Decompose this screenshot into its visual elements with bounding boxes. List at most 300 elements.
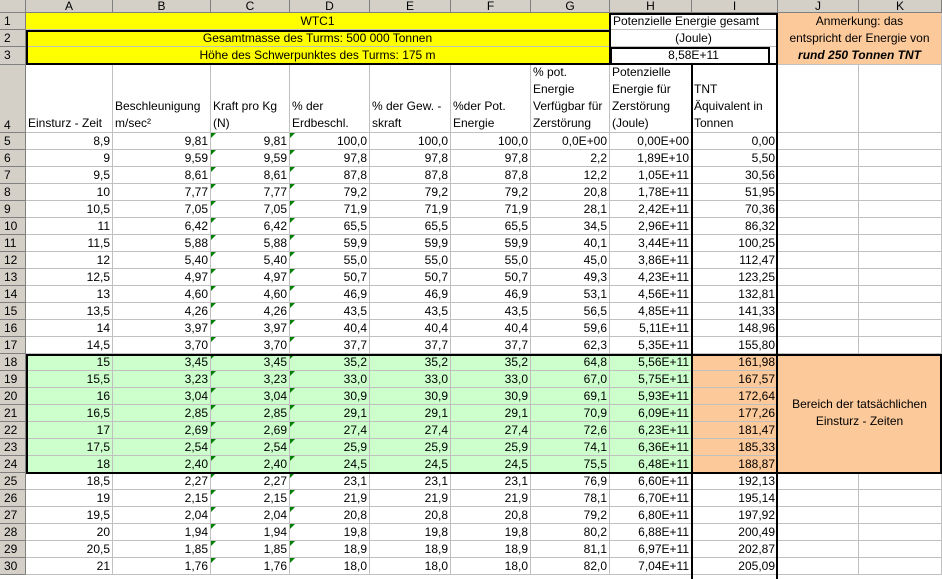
row-header-16[interactable]: 16 (0, 320, 26, 337)
cell-a6[interactable]: 9 (26, 150, 113, 167)
cell-d10[interactable]: 65,5 (290, 218, 370, 235)
cell-b12[interactable]: 5,40 (113, 252, 211, 269)
cell-a16[interactable]: 14 (26, 320, 113, 337)
cell-a8[interactable]: 10 (26, 184, 113, 201)
cell-h13[interactable]: 4,23E+11 (610, 269, 692, 286)
cell-i14[interactable]: 132,81 (692, 286, 778, 303)
cell-f9[interactable]: 71,9 (451, 201, 531, 218)
cell-j16[interactable] (778, 320, 859, 337)
row-header-2[interactable]: 2 (0, 30, 26, 47)
cell-j30[interactable] (778, 558, 859, 575)
cell-c5[interactable]: 9,81 (211, 133, 290, 150)
cell-g12[interactable]: 45,0 (531, 252, 610, 269)
col-title-f[interactable]: %der Pot. Energie (451, 65, 531, 133)
cell-a5[interactable]: 8,9 (26, 133, 113, 150)
cell-e28[interactable]: 19,8 (370, 524, 451, 541)
cell-k5[interactable] (859, 133, 942, 150)
cell-e23[interactable]: 25,9 (370, 439, 451, 456)
cell-e29[interactable]: 18,9 (370, 541, 451, 558)
row-header-28[interactable]: 28 (0, 524, 26, 541)
cell-b27[interactable]: 2,04 (113, 507, 211, 524)
cell-i5[interactable]: 0,00 (692, 133, 778, 150)
col-title-e[interactable]: % der Gew. - skraft (370, 65, 451, 133)
cell-b13[interactable]: 4,97 (113, 269, 211, 286)
pot-unit-cell[interactable]: (Joule) (610, 30, 778, 47)
row-header-7[interactable]: 7 (0, 167, 26, 184)
cell-c24[interactable]: 2,40 (211, 456, 290, 473)
cell-i26[interactable]: 195,14 (692, 490, 778, 507)
cell-g22[interactable]: 72,6 (531, 422, 610, 439)
cell-k7[interactable] (859, 167, 942, 184)
cell-h10[interactable]: 2,96E+11 (610, 218, 692, 235)
cell-b10[interactable]: 6,42 (113, 218, 211, 235)
cell-j9[interactable] (778, 201, 859, 218)
row-header-5[interactable]: 5 (0, 133, 26, 150)
cell-e27[interactable]: 20,8 (370, 507, 451, 524)
cell-d11[interactable]: 59,9 (290, 235, 370, 252)
cell-h27[interactable]: 6,80E+11 (610, 507, 692, 524)
column-header-j[interactable]: J (778, 0, 859, 13)
cell-c6[interactable]: 9,59 (211, 150, 290, 167)
column-header-i[interactable]: I (692, 0, 778, 13)
cell-g14[interactable]: 53,1 (531, 286, 610, 303)
cell-h22[interactable]: 6,23E+11 (610, 422, 692, 439)
cell-h16[interactable]: 5,11E+11 (610, 320, 692, 337)
cell-j12[interactable] (778, 252, 859, 269)
cell-e5[interactable]: 100,0 (370, 133, 451, 150)
cell-f19[interactable]: 33,0 (451, 371, 531, 388)
cell-f23[interactable]: 25,9 (451, 439, 531, 456)
cell-i17[interactable]: 155,80 (692, 337, 778, 354)
cell-i21[interactable]: 177,26 (692, 405, 778, 422)
cell-a14[interactable]: 13 (26, 286, 113, 303)
row-header-4[interactable]: 4 (0, 65, 26, 133)
row-header-6[interactable]: 6 (0, 150, 26, 167)
cell-b23[interactable]: 2,54 (113, 439, 211, 456)
cell-i22[interactable]: 181,47 (692, 422, 778, 439)
pot-label-cell[interactable]: Potenzielle Energie gesamt (610, 13, 778, 30)
row-header-20[interactable]: 20 (0, 388, 26, 405)
cell-i30[interactable]: 205,09 (692, 558, 778, 575)
col-title-i[interactable]: TNT Äquivalent in Tonnen (692, 65, 778, 133)
cell-b26[interactable]: 2,15 (113, 490, 211, 507)
column-header-g[interactable]: G (531, 0, 610, 13)
cell-k30[interactable] (859, 558, 942, 575)
cell-d21[interactable]: 29,1 (290, 405, 370, 422)
cell-i11[interactable]: 100,25 (692, 235, 778, 252)
cell-d15[interactable]: 43,5 (290, 303, 370, 320)
column-header-k[interactable]: K (859, 0, 942, 13)
cell-k25[interactable] (859, 473, 942, 490)
cell-e26[interactable]: 21,9 (370, 490, 451, 507)
cell-c27[interactable]: 2,04 (211, 507, 290, 524)
cell-j14[interactable] (778, 286, 859, 303)
row-header-19[interactable]: 19 (0, 371, 26, 388)
cell-j8[interactable] (778, 184, 859, 201)
cell-f30[interactable]: 18,0 (451, 558, 531, 575)
cell-i24[interactable]: 188,87 (692, 456, 778, 473)
cell-f17[interactable]: 37,7 (451, 337, 531, 354)
cell-f6[interactable]: 97,8 (451, 150, 531, 167)
cell-k11[interactable] (859, 235, 942, 252)
cell-d8[interactable]: 79,2 (290, 184, 370, 201)
cell-e15[interactable]: 43,5 (370, 303, 451, 320)
cell-e11[interactable]: 59,9 (370, 235, 451, 252)
cell-i12[interactable]: 112,47 (692, 252, 778, 269)
title-cell[interactable]: WTC1 (26, 13, 610, 30)
cell-c10[interactable]: 6,42 (211, 218, 290, 235)
cell-c21[interactable]: 2,85 (211, 405, 290, 422)
cell-a9[interactable]: 10,5 (26, 201, 113, 218)
cell-b19[interactable]: 3,23 (113, 371, 211, 388)
cell-j28[interactable] (778, 524, 859, 541)
cell-i9[interactable]: 70,36 (692, 201, 778, 218)
cell-h9[interactable]: 2,42E+11 (610, 201, 692, 218)
cell-g15[interactable]: 56,5 (531, 303, 610, 320)
cell-g5[interactable]: 0,0E+00 (531, 133, 610, 150)
col-title-a[interactable]: Einsturz - Zeit (26, 65, 113, 133)
cell-k6[interactable] (859, 150, 942, 167)
cell-f21[interactable]: 29,1 (451, 405, 531, 422)
cell-f25[interactable]: 23,1 (451, 473, 531, 490)
cell-d24[interactable]: 24,5 (290, 456, 370, 473)
cell-e8[interactable]: 79,2 (370, 184, 451, 201)
cell-a24[interactable]: 18 (26, 456, 113, 473)
cell-k4[interactable] (859, 65, 942, 133)
cell-k27[interactable] (859, 507, 942, 524)
row-header-3[interactable]: 3 (0, 47, 26, 65)
cell-d19[interactable]: 33,0 (290, 371, 370, 388)
cell-i29[interactable]: 202,87 (692, 541, 778, 558)
column-header-e[interactable]: E (370, 0, 451, 13)
cell-h20[interactable]: 5,93E+11 (610, 388, 692, 405)
row-header-30[interactable]: 30 (0, 558, 26, 575)
cell-a28[interactable]: 20 (26, 524, 113, 541)
cell-k10[interactable] (859, 218, 942, 235)
cell-i7[interactable]: 30,56 (692, 167, 778, 184)
cell-f22[interactable]: 27,4 (451, 422, 531, 439)
cell-d27[interactable]: 20,8 (290, 507, 370, 524)
row-header-18[interactable]: 18 (0, 354, 26, 371)
cell-f15[interactable]: 43,5 (451, 303, 531, 320)
cell-j13[interactable] (778, 269, 859, 286)
cell-e21[interactable]: 29,1 (370, 405, 451, 422)
cell-b24[interactable]: 2,40 (113, 456, 211, 473)
cell-e18[interactable]: 35,2 (370, 354, 451, 371)
cell-g19[interactable]: 67,0 (531, 371, 610, 388)
row-header-27[interactable]: 27 (0, 507, 26, 524)
cell-i16[interactable]: 148,96 (692, 320, 778, 337)
cell-g28[interactable]: 80,2 (531, 524, 610, 541)
cell-c14[interactable]: 4,60 (211, 286, 290, 303)
cell-h18[interactable]: 5,56E+11 (610, 354, 692, 371)
cell-g20[interactable]: 69,1 (531, 388, 610, 405)
cell-k12[interactable] (859, 252, 942, 269)
cell-a13[interactable]: 12,5 (26, 269, 113, 286)
mass-cell[interactable]: Gesamtmasse des Turms: 500 000 Tonnen (26, 30, 610, 47)
cell-f8[interactable]: 79,2 (451, 184, 531, 201)
cell-i15[interactable]: 141,33 (692, 303, 778, 320)
col-title-b[interactable]: Beschleunigung m/sec² (113, 65, 211, 133)
cell-i25[interactable]: 192,13 (692, 473, 778, 490)
cell-b29[interactable]: 1,85 (113, 541, 211, 558)
cell-j4[interactable] (778, 65, 859, 133)
cell-a18[interactable]: 15 (26, 354, 113, 371)
column-header-f[interactable]: F (451, 0, 531, 13)
cell-g17[interactable]: 62,3 (531, 337, 610, 354)
cell-b5[interactable]: 9,81 (113, 133, 211, 150)
cell-i20[interactable]: 172,64 (692, 388, 778, 405)
cell-j10[interactable] (778, 218, 859, 235)
cell-j17[interactable] (778, 337, 859, 354)
cell-i18[interactable]: 161,98 (692, 354, 778, 371)
cell-d23[interactable]: 25,9 (290, 439, 370, 456)
cell-b25[interactable]: 2,27 (113, 473, 211, 490)
range-note-cell[interactable]: Bereich der tatsächlichen Einsturz - Zeiten (778, 354, 942, 473)
row-header-1[interactable]: 1 (0, 13, 26, 30)
cell-d20[interactable]: 30,9 (290, 388, 370, 405)
cell-d16[interactable]: 40,4 (290, 320, 370, 337)
cell-a15[interactable]: 13,5 (26, 303, 113, 320)
cell-d5[interactable]: 100,0 (290, 133, 370, 150)
cell-b22[interactable]: 2,69 (113, 422, 211, 439)
row-header-12[interactable]: 12 (0, 252, 26, 269)
cell-g18[interactable]: 64,8 (531, 354, 610, 371)
cell-c19[interactable]: 3,23 (211, 371, 290, 388)
cell-i27[interactable]: 197,92 (692, 507, 778, 524)
note-cell[interactable] (778, 13, 942, 65)
cell-c7[interactable]: 8,61 (211, 167, 290, 184)
cell-j5[interactable] (778, 133, 859, 150)
cell-h24[interactable]: 6,48E+11 (610, 456, 692, 473)
cell-b28[interactable]: 1,94 (113, 524, 211, 541)
cell-h19[interactable]: 5,75E+11 (610, 371, 692, 388)
row-header-29[interactable]: 29 (0, 541, 26, 558)
cell-h12[interactable]: 3,86E+11 (610, 252, 692, 269)
cell-a26[interactable]: 19 (26, 490, 113, 507)
cell-d17[interactable]: 37,7 (290, 337, 370, 354)
cell-c26[interactable]: 2,15 (211, 490, 290, 507)
cell-k26[interactable] (859, 490, 942, 507)
cell-h21[interactable]: 6,09E+11 (610, 405, 692, 422)
row-header-26[interactable]: 26 (0, 490, 26, 507)
row-header-15[interactable]: 15 (0, 303, 26, 320)
cell-f14[interactable]: 46,9 (451, 286, 531, 303)
column-header-d[interactable]: D (290, 0, 370, 13)
column-header-c[interactable]: C (211, 0, 290, 13)
cell-b6[interactable]: 9,59 (113, 150, 211, 167)
row-header-24[interactable]: 24 (0, 456, 26, 473)
cell-d25[interactable]: 23,1 (290, 473, 370, 490)
cell-k16[interactable] (859, 320, 942, 337)
col-title-d[interactable]: % der Erdbeschl. (290, 65, 370, 133)
cell-g30[interactable]: 82,0 (531, 558, 610, 575)
cell-d29[interactable]: 18,9 (290, 541, 370, 558)
row-header-17[interactable]: 17 (0, 337, 26, 354)
select-all-corner[interactable] (0, 0, 26, 13)
cell-h6[interactable]: 1,89E+10 (610, 150, 692, 167)
cell-j15[interactable] (778, 303, 859, 320)
cell-k9[interactable] (859, 201, 942, 218)
cell-h23[interactable]: 6,36E+11 (610, 439, 692, 456)
cell-a25[interactable]: 18,5 (26, 473, 113, 490)
cell-f10[interactable]: 65,5 (451, 218, 531, 235)
cell-c8[interactable]: 7,77 (211, 184, 290, 201)
cell-c25[interactable]: 2,27 (211, 473, 290, 490)
cell-i13[interactable]: 123,25 (692, 269, 778, 286)
row-header-23[interactable]: 23 (0, 439, 26, 456)
cell-e19[interactable]: 33,0 (370, 371, 451, 388)
row-header-13[interactable]: 13 (0, 269, 26, 286)
cell-i6[interactable]: 5,50 (692, 150, 778, 167)
cell-c11[interactable]: 5,88 (211, 235, 290, 252)
cell-g21[interactable]: 70,9 (531, 405, 610, 422)
cell-g11[interactable]: 40,1 (531, 235, 610, 252)
cell-d22[interactable]: 27,4 (290, 422, 370, 439)
cell-c28[interactable]: 1,94 (211, 524, 290, 541)
cell-i28[interactable]: 200,49 (692, 524, 778, 541)
cell-e30[interactable]: 18,0 (370, 558, 451, 575)
cell-e7[interactable]: 87,8 (370, 167, 451, 184)
row-header-22[interactable]: 22 (0, 422, 26, 439)
cell-b7[interactable]: 8,61 (113, 167, 211, 184)
cell-e16[interactable]: 40,4 (370, 320, 451, 337)
cell-g23[interactable]: 74,1 (531, 439, 610, 456)
cell-f5[interactable]: 100,0 (451, 133, 531, 150)
cell-g13[interactable]: 49,3 (531, 269, 610, 286)
cell-f29[interactable]: 18,9 (451, 541, 531, 558)
cell-b17[interactable]: 3,70 (113, 337, 211, 354)
cell-d18[interactable]: 35,2 (290, 354, 370, 371)
cell-c15[interactable]: 4,26 (211, 303, 290, 320)
cell-a21[interactable]: 16,5 (26, 405, 113, 422)
pot-value-cell[interactable]: 8,58E+11 (610, 47, 778, 65)
cell-b16[interactable]: 3,97 (113, 320, 211, 337)
cell-a27[interactable]: 19,5 (26, 507, 113, 524)
cell-a29[interactable]: 20,5 (26, 541, 113, 558)
cell-e22[interactable]: 27,4 (370, 422, 451, 439)
cell-g24[interactable]: 75,5 (531, 456, 610, 473)
cell-h7[interactable]: 1,05E+11 (610, 167, 692, 184)
cell-f28[interactable]: 19,8 (451, 524, 531, 541)
cell-f13[interactable]: 50,7 (451, 269, 531, 286)
cell-e25[interactable]: 23,1 (370, 473, 451, 490)
cell-a19[interactable]: 15,5 (26, 371, 113, 388)
cell-b14[interactable]: 4,60 (113, 286, 211, 303)
cell-f27[interactable]: 20,8 (451, 507, 531, 524)
cell-g7[interactable]: 12,2 (531, 167, 610, 184)
cell-g27[interactable]: 79,2 (531, 507, 610, 524)
cell-c16[interactable]: 3,97 (211, 320, 290, 337)
cell-h30[interactable]: 7,04E+11 (610, 558, 692, 575)
cell-c20[interactable]: 3,04 (211, 388, 290, 405)
cell-d9[interactable]: 71,9 (290, 201, 370, 218)
cell-f26[interactable]: 21,9 (451, 490, 531, 507)
cell-k8[interactable] (859, 184, 942, 201)
cell-k14[interactable] (859, 286, 942, 303)
cell-h29[interactable]: 6,97E+11 (610, 541, 692, 558)
row-header-11[interactable]: 11 (0, 235, 26, 252)
cell-e14[interactable]: 46,9 (370, 286, 451, 303)
cell-g26[interactable]: 78,1 (531, 490, 610, 507)
cell-a22[interactable]: 17 (26, 422, 113, 439)
cell-c12[interactable]: 5,40 (211, 252, 290, 269)
cell-b15[interactable]: 4,26 (113, 303, 211, 320)
cell-a7[interactable]: 9,5 (26, 167, 113, 184)
cell-k15[interactable] (859, 303, 942, 320)
cell-c13[interactable]: 4,97 (211, 269, 290, 286)
row-header-14[interactable]: 14 (0, 286, 26, 303)
cell-a20[interactable]: 16 (26, 388, 113, 405)
cell-c17[interactable]: 3,70 (211, 337, 290, 354)
cell-h5[interactable]: 0,00E+00 (610, 133, 692, 150)
cell-d30[interactable]: 18,0 (290, 558, 370, 575)
cell-f16[interactable]: 40,4 (451, 320, 531, 337)
row-header-8[interactable]: 8 (0, 184, 26, 201)
cell-h15[interactable]: 4,85E+11 (610, 303, 692, 320)
row-header-9[interactable]: 9 (0, 201, 26, 218)
row-header-10[interactable]: 10 (0, 218, 26, 235)
cell-b9[interactable]: 7,05 (113, 201, 211, 218)
cell-j11[interactable] (778, 235, 859, 252)
cell-b8[interactable]: 7,77 (113, 184, 211, 201)
cell-a10[interactable]: 11 (26, 218, 113, 235)
cell-k29[interactable] (859, 541, 942, 558)
cell-c23[interactable]: 2,54 (211, 439, 290, 456)
cell-a12[interactable]: 12 (26, 252, 113, 269)
col-title-h[interactable]: Potenzielle Energie für Zerstörung (Joule) (610, 65, 692, 133)
cell-a17[interactable]: 14,5 (26, 337, 113, 354)
cell-d13[interactable]: 50,7 (290, 269, 370, 286)
cell-b20[interactable]: 3,04 (113, 388, 211, 405)
cell-h28[interactable]: 6,88E+11 (610, 524, 692, 541)
cell-k28[interactable] (859, 524, 942, 541)
cell-h26[interactable]: 6,70E+11 (610, 490, 692, 507)
cell-f24[interactable]: 24,5 (451, 456, 531, 473)
cell-f20[interactable]: 30,9 (451, 388, 531, 405)
cell-e12[interactable]: 55,0 (370, 252, 451, 269)
cell-c29[interactable]: 1,85 (211, 541, 290, 558)
col-title-g[interactable]: % pot. Energie Verfügbar für Zerstörung (531, 65, 610, 133)
cell-e24[interactable]: 24,5 (370, 456, 451, 473)
cell-d12[interactable]: 55,0 (290, 252, 370, 269)
cell-c22[interactable]: 2,69 (211, 422, 290, 439)
column-header-a[interactable]: A (26, 0, 113, 13)
cell-j6[interactable] (778, 150, 859, 167)
cell-d14[interactable]: 46,9 (290, 286, 370, 303)
cell-b21[interactable]: 2,85 (113, 405, 211, 422)
cell-i23[interactable]: 185,33 (692, 439, 778, 456)
cell-g6[interactable]: 2,2 (531, 150, 610, 167)
cell-e13[interactable]: 50,7 (370, 269, 451, 286)
cell-h11[interactable]: 3,44E+11 (610, 235, 692, 252)
cell-c9[interactable]: 7,05 (211, 201, 290, 218)
cell-g10[interactable]: 34,5 (531, 218, 610, 235)
cell-g25[interactable]: 76,9 (531, 473, 610, 490)
cell-e17[interactable]: 37,7 (370, 337, 451, 354)
cell-k17[interactable] (859, 337, 942, 354)
cell-e10[interactable]: 65,5 (370, 218, 451, 235)
cell-e9[interactable]: 71,9 (370, 201, 451, 218)
cell-f18[interactable]: 35,2 (451, 354, 531, 371)
cell-h25[interactable]: 6,60E+11 (610, 473, 692, 490)
cell-k13[interactable] (859, 269, 942, 286)
cell-d28[interactable]: 19,8 (290, 524, 370, 541)
cell-e6[interactable]: 97,8 (370, 150, 451, 167)
cell-g9[interactable]: 28,1 (531, 201, 610, 218)
cell-f11[interactable]: 59,9 (451, 235, 531, 252)
cell-j29[interactable] (778, 541, 859, 558)
